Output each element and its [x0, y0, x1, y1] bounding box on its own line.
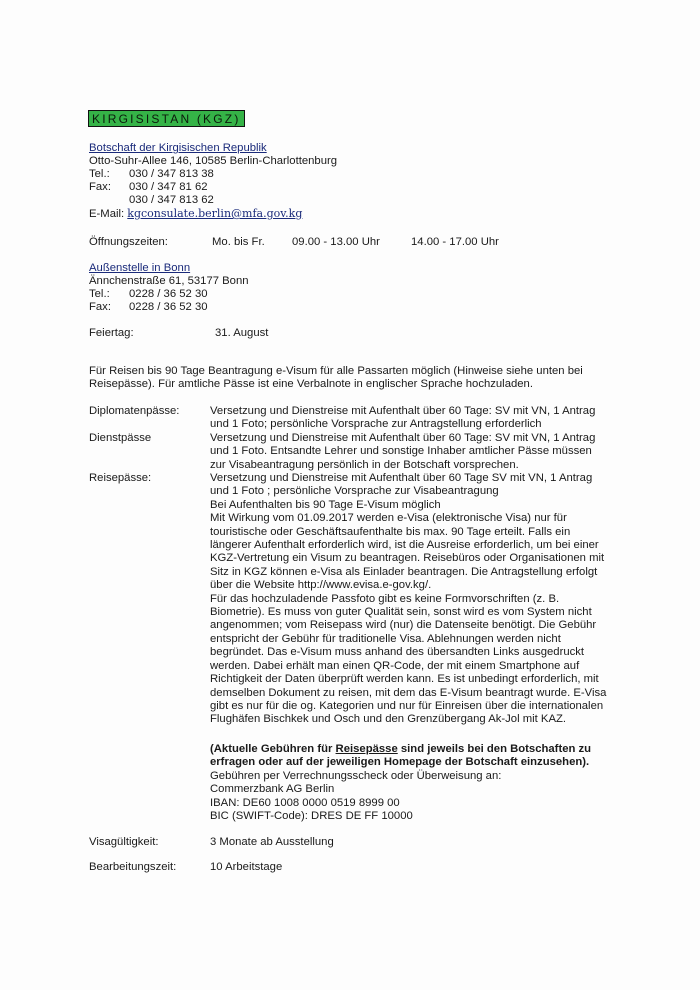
fees-block	[210, 743, 610, 823]
bonn-fax-row	[89, 301, 208, 314]
travel-label: Reisepässe:	[89, 472, 152, 484]
hours-label: Öffnungszeiten:	[89, 236, 168, 248]
travel-line-3: Mit Wirkung vom 01.09.2017 werden e-Visa (elektronische Visa) nur für touristische oder Geschäftsaufenthalte bis max. 90 Tage erteilt. Falls ein längerer Aufenthalt erforderlich wird, ist die Ausreise erforderlich, um bei einer KGZ-Vertretung ein Visum zu beantragen. Reisebüros oder Organisationen mit Sitz in KGZ können e-Visa als Einlader beantragen. Die Antragstellung erfolgt über die Website http://www.evisa.e-gov.kg/.	[210, 512, 605, 592]
embassy-email-link[interactable]: kgconsulate.berlin@mfa.gov.kg	[127, 207, 303, 220]
processing-label: Bearbeitungszeit:	[89, 861, 177, 873]
bonn-address: Ännchenstraße 61, 53177 Bonn	[89, 275, 249, 287]
embassy-email-row	[89, 207, 302, 221]
service-text: Versetzung und Dienstreise mit Aufenthalt über 60 Tage: SV mit VN, 1 Antrag und 1 Foto. Entsandte Lehrer und sonstige Inhaber amtlicher Pässe müssen zur Visabeantragung persönlich in der Botschaft vorsprechen.	[210, 432, 596, 471]
bonn-fax-label: Fax:	[89, 301, 111, 313]
diplomat-text: Versetzung und Dienstreise mit Aufenthalt über 60 Tage: SV mit VN, 1 Antrag und 1 Foto; persönliche Vorsprache zur Antragstellung erforderlich	[210, 405, 596, 431]
service-label: Dienstpässe	[89, 432, 152, 444]
intro-paragraph: Für Reisen bis 90 Tage Beantragung e-Visum für alle Passarten möglich (Hinweise siehe unten bei Reisepässe). Für amtliche Pässe ist eine Verbalnote in englischer Sprache hochzuladen.	[89, 365, 583, 391]
bonn-tel-row	[89, 288, 208, 301]
travel-line-4: Für das hochzuladende Passfoto gibt es keine Formvorschriften (z. B. Biometrie). Es muss von guter Qualität sein, sonst wird es vom System nicht angenommen; vom Reisepass wird (nur) die Datenseite benötigt. Die Gebühr entspricht der Gebühr für traditionelle Visa. Ablehnungen werden nicht begründet. Das e-Visum muss anhand des übersandten Links ausgedruckt werden. Dabei erhält man einen QR-Code, der mit einem Smartphone auf Richtigkeit der Daten überprüft werden kann. Es ist unbedingt erforderlich, mit demselben Dokument zu reisen, mit dem das E-Visum beantragt wurde. E-Visa gibt es nur für die og. Kategorien und nur für Einreisen über die internationalen Flughäfen Bischkek und Osch und den Grenzübergang Ak-Jol mit KAZ.	[210, 592, 607, 726]
embassy-address: Otto-Suhr-Allee 146, 10585 Berlin-Charlottenburg	[89, 155, 338, 167]
embassy-name-link[interactable]: Botschaft der Kirgisischen Republik	[89, 142, 267, 154]
fees-bic: BIC (SWIFT-Code): DRES DE FF 10000	[210, 810, 413, 823]
validity-value: 3 Monate ab Ausstellung	[210, 836, 334, 848]
embassy-fax-2: 030 / 347 813 62	[129, 194, 214, 206]
fees-note-underlined: Reisepässe	[335, 743, 398, 755]
travel-line-1: Versetzung und Dienstreise mit Aufenthalt über 60 Tage SV mit VN, 1 Antrag und 1 Foto ; persönliche Vorsprache zur Visabeantragung	[210, 472, 593, 498]
bonn-name-link[interactable]: Außenstelle in Bonn	[89, 262, 191, 274]
fees-note	[210, 743, 610, 770]
embassy-tel: 030 / 347 813 38	[129, 168, 214, 180]
holiday-date: 31. August	[215, 327, 269, 339]
hours-morning: 09.00 - 13.00 Uhr	[292, 236, 380, 248]
embassy-name	[89, 142, 267, 155]
fees-bank: Commerzbank AG Berlin	[210, 783, 335, 796]
fees-iban: IBAN: DE60 1008 0000 0519 8999 00	[210, 796, 400, 809]
holiday-label: Feiertag:	[89, 327, 134, 339]
country-heading: KIRGISISTAN (KGZ)	[88, 110, 245, 127]
embassy-fax-row	[89, 181, 208, 194]
fees-payment: Gebühren per Verrechnungsscheck oder Überweisung an:	[210, 769, 502, 782]
fees-note-post: sind jeweils bei den Botschaften zu erfragen oder auf der jeweiligen Homepage der Botschaft einzusehen).	[210, 743, 592, 769]
embassy-email-label: E-Mail:	[89, 208, 125, 220]
travel-text-block	[210, 472, 610, 727]
travel-line-2: Bei Aufenthalten bis 90 Tage E-Visum möglich	[210, 498, 441, 511]
embassy-fax-label: Fax:	[89, 181, 111, 193]
processing-value: 10 Arbeitstage	[210, 861, 283, 873]
bonn-tel: 0228 / 36 52 30	[129, 288, 208, 300]
embassy-tel-label: Tel.:	[89, 168, 110, 180]
bonn-name	[89, 262, 190, 275]
embassy-tel-row	[89, 168, 214, 181]
validity-label: Visagültigkeit:	[89, 836, 159, 848]
fees-note-pre: (Aktuelle Gebühren für	[210, 743, 336, 755]
hours-afternoon: 14.00 - 17.00 Uhr	[411, 236, 499, 248]
diplomat-label: Diplomatenpässe:	[89, 405, 180, 417]
embassy-fax-1: 030 / 347 81 62	[129, 181, 208, 193]
bonn-tel-label: Tel.:	[89, 288, 110, 300]
bonn-fax: 0228 / 36 52 30	[129, 301, 208, 313]
hours-days: Mo. bis Fr.	[212, 236, 265, 248]
